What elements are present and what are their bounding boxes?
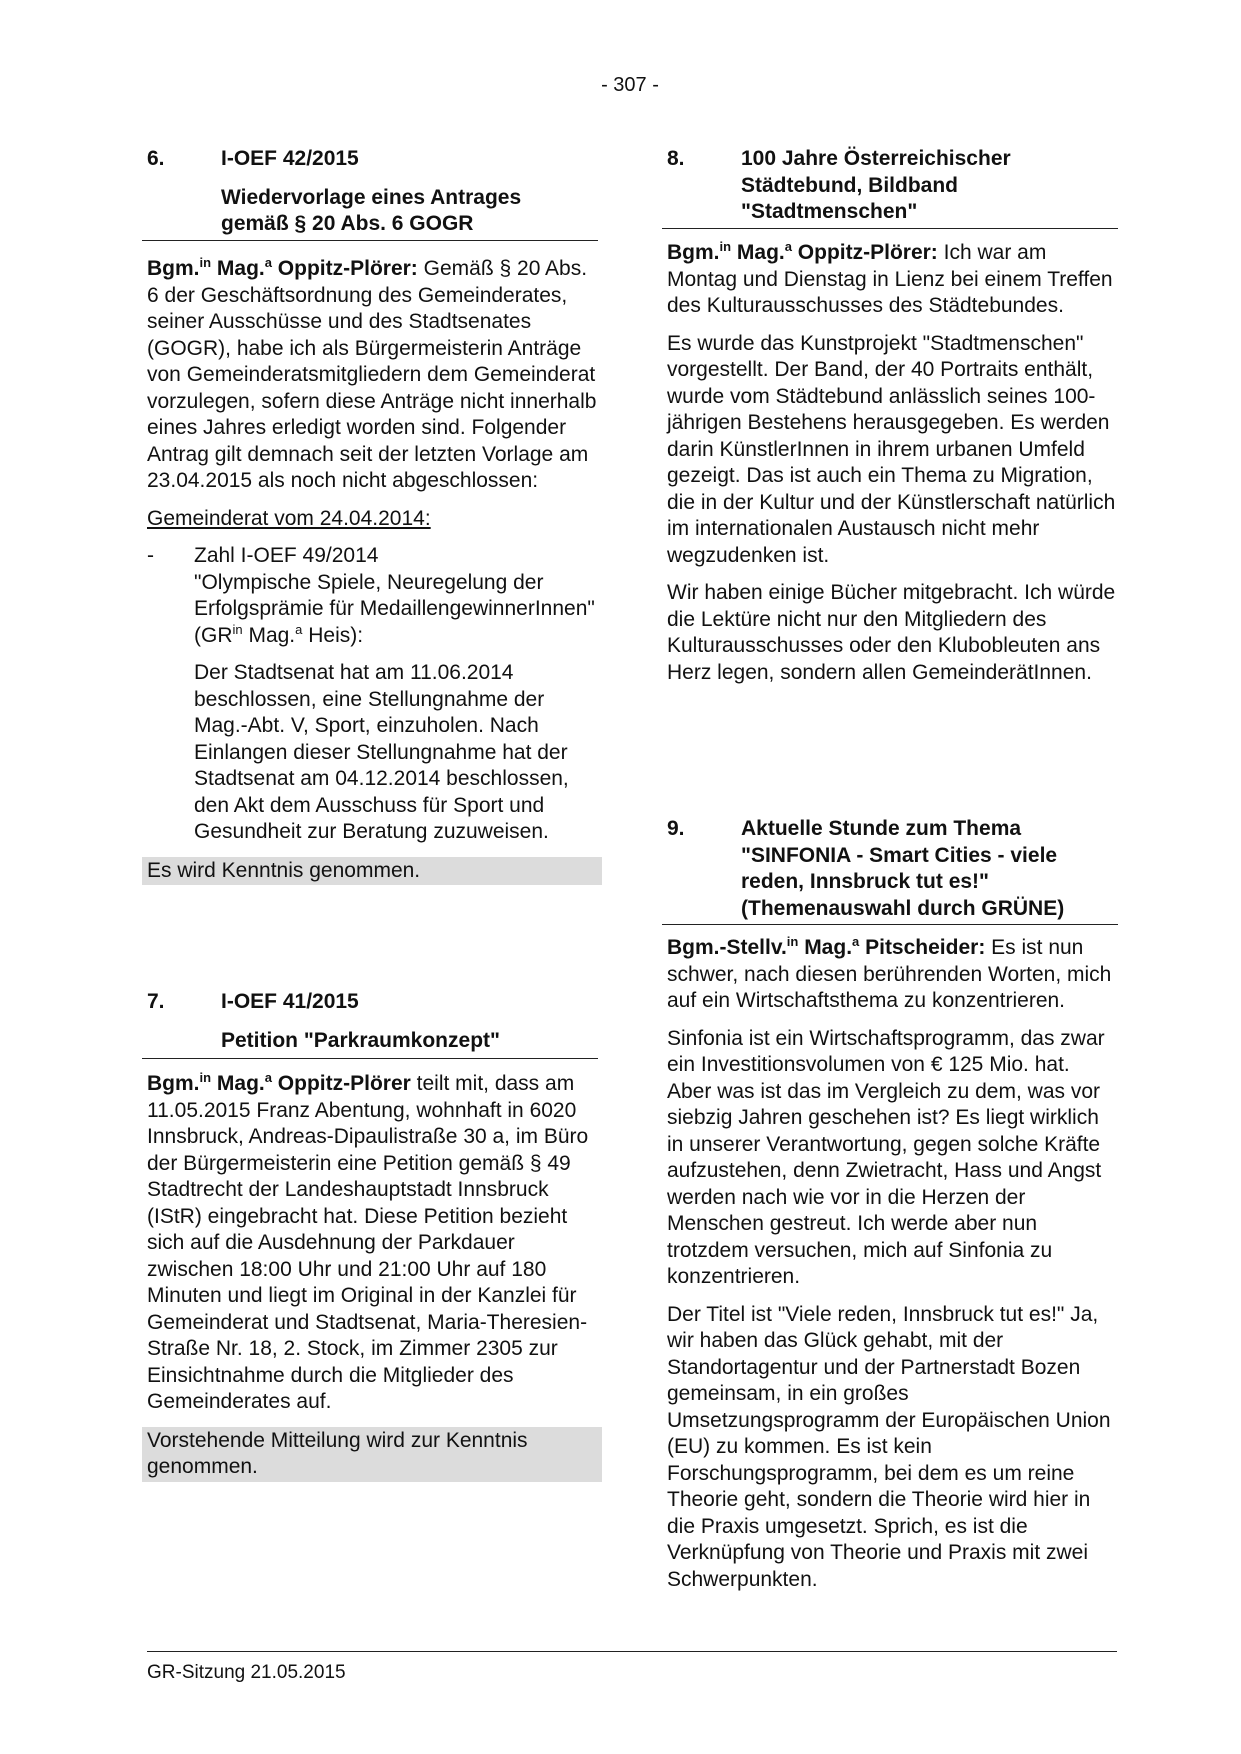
- section-9-number: 9.: [667, 817, 685, 840]
- section-8-heading: [667, 146, 1117, 226]
- speaker-name: Bgm.-Stellv.$^{in}$ Mag.$^a$ Pitscheider:: [667, 934, 986, 959]
- section-8-p2: Es wurde das Kunstprojekt "Stadtmenschen" vorgestellt. Der Band, der 40 Portraits enthält, wurde vom Städtebund anlässlich seines 100-jährigen Bestehens herausgegeben. Es werden darin KünstlerInnen in ihrem urbanen Umfeld gezeigt. Das ist auch ein Thema zu Migration, die in der Kultur und der Künstlerschaft natürlich im internationalen Austausch nicht mehr wegzudenken ist.: [667, 331, 1116, 567]
- section-9-p1: Bgm.-Stellv.$^{in}$ Mag.$^a$ Pitscheider: Es ist nun schwer, nach diesen berührenden Worten, mich auf ein Wirtschaftsthema zu konzentrieren.: [667, 934, 1112, 1012]
- speaker-name: Bgm.$^{in}$ Mag.$^a$ Oppitz-Plörer:: [667, 239, 938, 264]
- item-number: Zahl I-OEF 49/2014: [194, 544, 379, 567]
- section-6-subtitle-line1: Wiedervorlage eines Antrages: [221, 185, 522, 209]
- section-8-title: 100 Jahre Österreichischer Städtebund, Bildband "Stadtmenschen": [741, 147, 1011, 223]
- list-item: [147, 543, 597, 857]
- list-dash: -: [147, 544, 154, 567]
- section-7-text: Bgm.$^{in}$ Mag.$^a$ Oppitz-Plörer teilt mit, dass am 11.05.2015 Franz Abentung, wohnhaft in 6020 Innsbruck, Andreas-Dipaulistraße 30 a, im Büro der Bürgermeisterin eine Petition gemäß § 49 Stadtrecht der Landeshauptstadt Innsbruck (IStR) eingebracht hat. Diese Petition bezieht sich auf die Ausdehnung der Parkdauer zwischen 18:00 Uhr und 21:00 Uhr auf 180 Minuten und liegt im Original in der Kanzlei für Gemeinderat und Stadtsenat, Maria-Theresien-Straße Nr. 18, 2. Stock, im Zimmer 2305 zur Einsichtnahme durch die Mitglieder des Gemeinderates auf.: [147, 1070, 589, 1413]
- section-8-p1: Bgm.$^{in}$ Mag.$^a$ Oppitz-Plörer: Ich war am Montag und Dienstag in Lienz bei einem Treffen des Kulturausschusses des Städtebundes.: [667, 239, 1113, 317]
- footer-text: GR-Sitzung 21.05.2015: [147, 1662, 346, 1683]
- section-9-p2: Sinfonia ist ein Wirtschaftsprogramm, das zwar ein Investitionsvolumen von € 125 Mio. hat. Aber was ist das im Vergleich zu dem, was vor siebzig Jahren geschehen ist? Es liegt wirklich in unserer Verantwortung, gegen solche Kräfte aufzustehen, denn Zwietracht, Hass und Angst werden nach wie vor in die Herzen der Menschen gestreut. Ich werde aber nun trotzdem versuchen, mich auf Sinfonia zu konzentrieren.: [667, 1026, 1105, 1288]
- section-9-p3: Der Titel ist "Viele reden, Innsbruck tut es!" Ja, wir haben das Glück gehabt, mit der Standortagentur und der Partnerstadt Bozen gemeinsam, in ein großes Umsetzungsprogramm der Europäischen Union (EU) zu kommen. Es ist kein Forschungsprogramm, bei dem es um reine Theorie geht, sondern die Theorie wird hier in die Praxis umgesetzt. Sprich, es ist die Verknüpfung von Theorie und Praxis mit zwei Schwerpunkten.: [667, 1302, 1111, 1591]
- footer-divider: [147, 1651, 1117, 1652]
- section-6-number: 6.: [147, 147, 165, 170]
- section-6-heading: [147, 146, 597, 238]
- section-8-body: [667, 240, 1117, 697]
- section-7-subtitle: Petition "Parkraumkonzept": [221, 1028, 500, 1052]
- section-8-p3: Wir haben einige Bücher mitgebracht. Ich würde die Lektüre nicht nur den Mitgliedern des Kulturausschusses oder den Klubobleuten ans Herz legen, sondern allen GemeinderätInnen.: [667, 581, 1116, 684]
- section-9-divider: [662, 924, 1118, 925]
- section-6-result: Es wird Kenntnis genommen.: [142, 857, 602, 886]
- section-7-heading: [147, 989, 597, 1054]
- speaker-name: Bgm.$^{in}$ Mag.$^a$ Oppitz-Plörer: [147, 1070, 411, 1095]
- section-6-divider: [142, 240, 598, 241]
- section-9-heading: [667, 816, 1117, 922]
- section-6-intro: Bgm.$^{in}$ Mag.$^a$ Oppitz-Plörer: Gemäß § 20 Abs. 6 der Geschäftsordnung des Gemeinderates, seiner Ausschüsse und des Stadtsenates (GOGR), habe ich als Bürgermeisterin Anträge von Gemeinderatsmitgliedern dem Gemeinderat vorzulegen, sofern diese Anträge nicht innerhalb eines Jahres erledigt worden sind. Folgender Antrag gilt demnach seit der letzten Vorlage am 23.04.2015 als noch nicht abgeschlossen:: [147, 255, 597, 492]
- section-9-body: [667, 935, 1117, 1604]
- item-detail: Der Stadtsenat hat am 11.06.2014 beschlossen, eine Stellungnahme der Mag.-Abt. V, Sport, einzuholen. Nach Einlangen dieser Stellungnahme hat der Stadtsenat am 04.12.2014 beschlossen, den Akt dem Ausschuss für Sport und Gesundheit zur Beratung zuzuweisen.: [194, 661, 569, 843]
- section-8-divider: [662, 228, 1118, 229]
- speaker-name: Bgm.$^{in}$ Mag.$^a$ Oppitz-Plörer:: [147, 255, 418, 280]
- section-7-number: 7.: [147, 990, 165, 1013]
- section-6-title: I-OEF 42/2015: [221, 147, 359, 170]
- page-number: - 307 -: [601, 74, 659, 96]
- item-title: "Olympische Spiele, Neuregelung der Erfolgsprämie für MedaillengewinnerInnen" ($GR^{in}$ Mag.$^a$ Heis):: [194, 570, 595, 647]
- section-6-subtitle-line2: gemäß § 20 Abs. 6 GOGR: [221, 212, 474, 235]
- section-7-divider: [142, 1058, 598, 1059]
- section-6-body: [147, 256, 597, 885]
- council-meeting-date: Gemeinderat vom 24.04.2014:: [147, 506, 431, 530]
- section-8-number: 8.: [667, 147, 685, 170]
- section-9-title: Aktuelle Stunde zum Thema "SINFONIA - Smart Cities - viele reden, Innsbruck tut es!" (Themenauswahl durch GRÜNE): [741, 817, 1065, 920]
- section-7-body: [147, 1071, 597, 1482]
- section-7-result: Vorstehende Mitteilung wird zur Kenntnis genommen.: [142, 1427, 602, 1482]
- section-7-title: I-OEF 41/2015: [221, 990, 359, 1013]
